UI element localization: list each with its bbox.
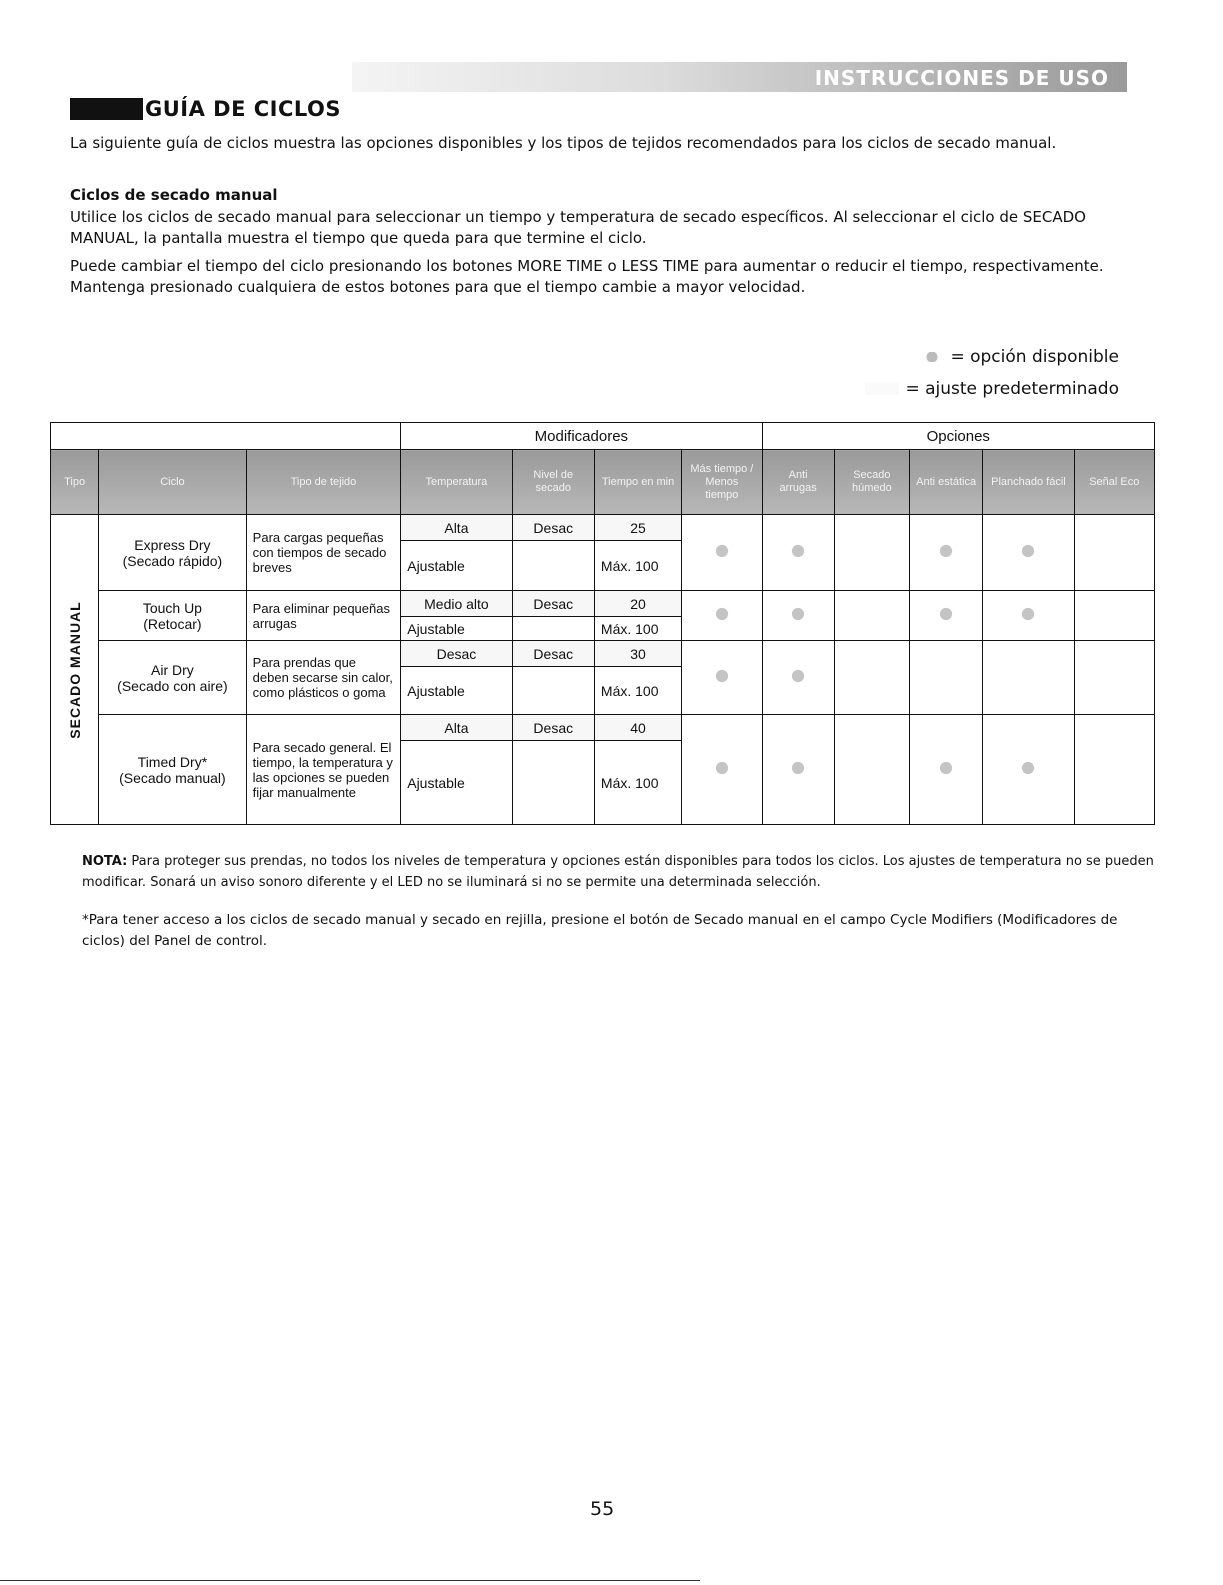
table-group-header xyxy=(51,423,1155,450)
easy-iron-cell xyxy=(983,715,1074,825)
footnote: *Para tener acceso a los ciclos de secado manual y secado en rejilla, presione el botón de Secado manual en el campo Cycle Modifiers (Modificadores de ciclos) del Panel de control. xyxy=(82,912,1118,949)
available-dot-icon xyxy=(790,544,806,558)
easy-iron-cell xyxy=(983,641,1074,715)
dry-default: Desac xyxy=(512,515,594,541)
header-cell: Tipo de tejido xyxy=(246,450,401,515)
cycle-name: Air Dry (Secado con aire) xyxy=(99,641,247,715)
available-dot-icon xyxy=(938,544,954,558)
header-cell: Nivel de secado xyxy=(512,450,594,515)
available-dot-icon xyxy=(790,669,806,683)
time-default: 20 xyxy=(594,591,681,617)
temp-default: Medio alto xyxy=(401,591,512,617)
available-dot-icon xyxy=(938,761,954,775)
page-number: 55 xyxy=(590,1498,615,1520)
easy-iron-cell xyxy=(983,591,1074,641)
anti-wrinkle-cell xyxy=(762,515,834,591)
fabric-type: Para prendas que deben secarse sin calor, como plásticos o goma xyxy=(246,641,401,715)
header-cell: Más tiempo / Menos tiempo xyxy=(682,450,762,515)
dry-default: Desac xyxy=(512,641,594,667)
note-text: Para proteger sus prendas, no todos los niveles de temperatura y opciones están disponibles para todos los ciclos. Los ajustes de temperatura no se pueden modificar. Sonará un aviso sonoro diferente y el LED no se iluminará si no se permite una determinada selección. xyxy=(82,854,1154,890)
group-empty xyxy=(51,423,401,450)
time-max: Máx. 100 xyxy=(594,741,681,825)
header-cell: Ciclo xyxy=(99,450,247,515)
note-paragraph xyxy=(82,851,1162,893)
available-dot-icon xyxy=(714,544,730,558)
dry-default: Desac xyxy=(512,591,594,617)
table-row xyxy=(51,641,1155,667)
legend-available-text: = opción disponible xyxy=(950,347,1119,367)
table-row xyxy=(51,715,1155,741)
temp-default: Alta xyxy=(401,715,512,741)
table-row xyxy=(51,591,1155,617)
subhead: Ciclos de secado manual xyxy=(70,186,278,204)
anti-wrinkle-cell xyxy=(762,641,834,715)
available-dot-icon xyxy=(714,607,730,621)
table-column-header xyxy=(51,450,1155,515)
anti-static-cell xyxy=(910,715,983,825)
time-max: Máx. 100 xyxy=(594,617,681,641)
page-title xyxy=(70,96,341,122)
available-dot-icon xyxy=(790,607,806,621)
available-dot-icon xyxy=(938,607,954,621)
header-cell: Planchado fácil xyxy=(983,450,1074,515)
damp-dry-cell xyxy=(834,515,909,591)
note-label: NOTA: xyxy=(82,854,128,869)
temp-default: Alta xyxy=(401,515,512,541)
more-less-cell xyxy=(682,715,762,825)
cycle-name: Timed Dry* (Secado manual) xyxy=(99,715,247,825)
paragraph-1: Utilice los ciclos de secado manual para seleccionar un tiempo y temperatura de secado específicos. Al seleccionar el ciclo de SECADO MANUAL, la pantalla muestra el tiempo que queda para que termine el ciclo. xyxy=(70,208,1086,247)
fabric-type: Para eliminar pequeñas arrugas xyxy=(246,591,401,641)
time-max: Máx. 100 xyxy=(594,667,681,715)
anti-wrinkle-cell xyxy=(762,591,834,641)
header-cell: Señal Eco xyxy=(1074,450,1154,515)
cycle-name: Express Dry (Secado rápido) xyxy=(99,515,247,591)
time-max: Máx. 100 xyxy=(594,541,681,591)
legend-default xyxy=(865,379,1119,399)
paragraph-2: Puede cambiar el tiempo del ciclo presionando los botones MORE TIME o LESS TIME para aumentar o reducir el tiempo, respectivamente. Mantenga presionado cualquiera de estos botones para que el tiempo cambie a mayor velocidad. xyxy=(70,257,1104,296)
header-cell: Anti arrugas xyxy=(762,450,834,515)
available-dot-icon xyxy=(1020,544,1036,558)
time-default: 30 xyxy=(594,641,681,667)
dry-empty xyxy=(512,541,594,591)
eco-signal-cell xyxy=(1074,591,1154,641)
temp-adjustable: Ajustable xyxy=(401,741,512,825)
default-shade-icon xyxy=(865,383,899,395)
available-dot-icon xyxy=(790,761,806,775)
header-cell: Tiempo en min xyxy=(594,450,681,515)
fabric-type: Para cargas pequeñas con tiempos de secado breves xyxy=(246,515,401,591)
section-label: SECADO MANUAL xyxy=(66,600,83,739)
header-cell: Anti estática xyxy=(910,450,983,515)
banner-text: INSTRUCCIONES DE USO xyxy=(814,66,1109,90)
legend-default-text: = ajuste predeterminado xyxy=(905,379,1119,399)
dry-default: Desac xyxy=(512,715,594,741)
title-text: GUÍA DE CICLOS xyxy=(145,97,341,121)
time-default: 25 xyxy=(594,515,681,541)
section-banner xyxy=(352,62,1127,92)
table-row xyxy=(51,515,1155,541)
temp-adjustable: Ajustable xyxy=(401,667,512,715)
eco-signal-cell xyxy=(1074,515,1154,591)
more-less-cell xyxy=(682,591,762,641)
anti-static-cell xyxy=(910,515,983,591)
group-modificadores: Modificadores xyxy=(401,423,762,450)
easy-iron-cell xyxy=(983,515,1074,591)
dry-empty xyxy=(512,617,594,641)
eco-signal-cell xyxy=(1074,641,1154,715)
damp-dry-cell xyxy=(834,641,909,715)
temp-adjustable: Ajustable xyxy=(401,617,512,641)
available-dot-icon xyxy=(1020,607,1036,621)
available-dot-icon xyxy=(1020,761,1036,775)
header-cell: Secado húmedo xyxy=(834,450,909,515)
header-cell: Tipo xyxy=(51,450,99,515)
temp-adjustable: Ajustable xyxy=(401,541,512,591)
available-dot-icon xyxy=(714,761,730,775)
damp-dry-cell xyxy=(834,591,909,641)
bottom-divider xyxy=(0,1580,700,1581)
fabric-type: Para secado general. El tiempo, la temperatura y las opciones se pueden fijar manualmente xyxy=(246,715,401,825)
section-label-cell xyxy=(51,515,99,825)
anti-static-cell xyxy=(910,591,983,641)
dry-empty xyxy=(512,741,594,825)
more-less-cell xyxy=(682,515,762,591)
temp-default: Desac xyxy=(401,641,512,667)
time-default: 40 xyxy=(594,715,681,741)
group-opciones: Opciones xyxy=(762,423,1155,450)
available-dot-icon xyxy=(920,352,944,362)
dry-empty xyxy=(512,667,594,715)
available-dot-icon xyxy=(714,669,730,683)
cycle-guide-table xyxy=(50,422,1155,825)
title-bar-icon xyxy=(70,98,143,120)
legend-available xyxy=(920,347,1119,367)
eco-signal-cell xyxy=(1074,715,1154,825)
intro-paragraph: La siguiente guía de ciclos muestra las opciones disponibles y los tipos de tejidos recomendados para los ciclos de secado manual. xyxy=(70,134,1057,152)
header-cell: Temperatura xyxy=(401,450,512,515)
cycle-name: Touch Up (Retocar) xyxy=(99,591,247,641)
anti-wrinkle-cell xyxy=(762,715,834,825)
anti-static-cell xyxy=(910,641,983,715)
more-less-cell xyxy=(682,641,762,715)
damp-dry-cell xyxy=(834,715,909,825)
